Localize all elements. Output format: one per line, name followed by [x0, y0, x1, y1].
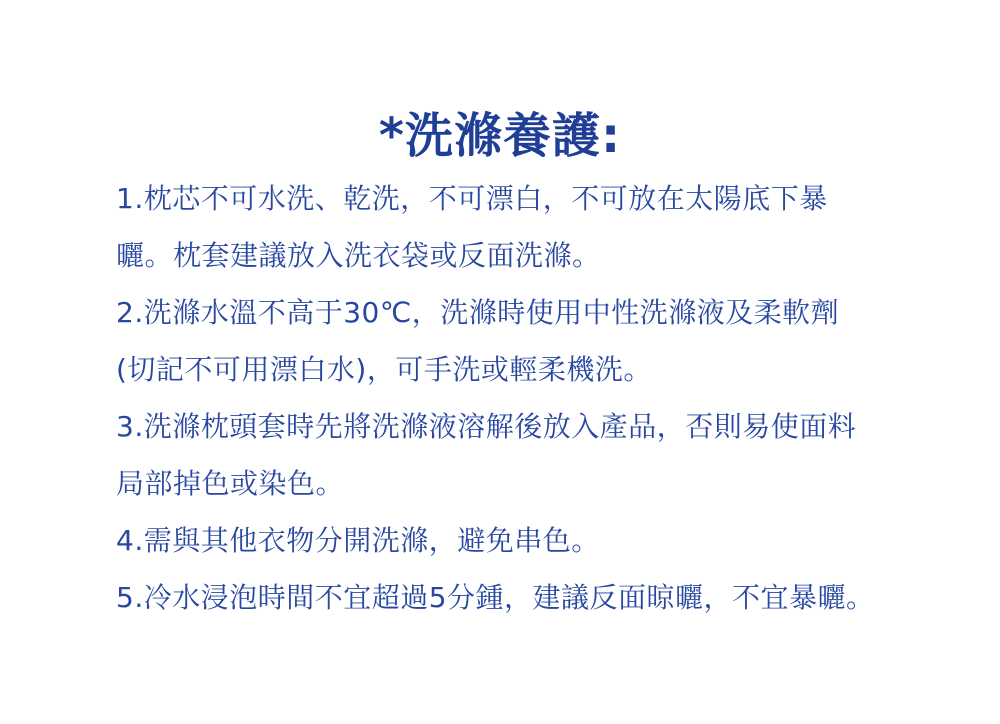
care-instruction-item-5: 5.冷水浸泡時間不宜超過5分鍾，建議反面晾曬，不宜暴曬。 [116, 581, 875, 614]
care-instructions-list [116, 170, 876, 626]
care-instruction-item-2: 2.洗滌水溫不高于30℃，洗滌時使用中性洗滌液及柔軟劑(切記不可用漂白水)，可手洗或輕柔機洗。 [116, 296, 840, 386]
care-instruction-item-1: 1.枕芯不可水洗、乾洗，不可漂白，不可放在太陽底下暴曬。枕套建議放入洗衣袋或反面洗滌。 [116, 182, 828, 272]
care-instruction-item-4: 4.需與其他衣物分開洗滌，避免串色。 [116, 524, 600, 557]
page-title: *洗滌養護: [378, 108, 622, 165]
care-instruction-item-3: 3.洗滌枕頭套時先將洗滌液溶解後放入產品，否則易使面料局部掉色或染色。 [116, 410, 857, 500]
